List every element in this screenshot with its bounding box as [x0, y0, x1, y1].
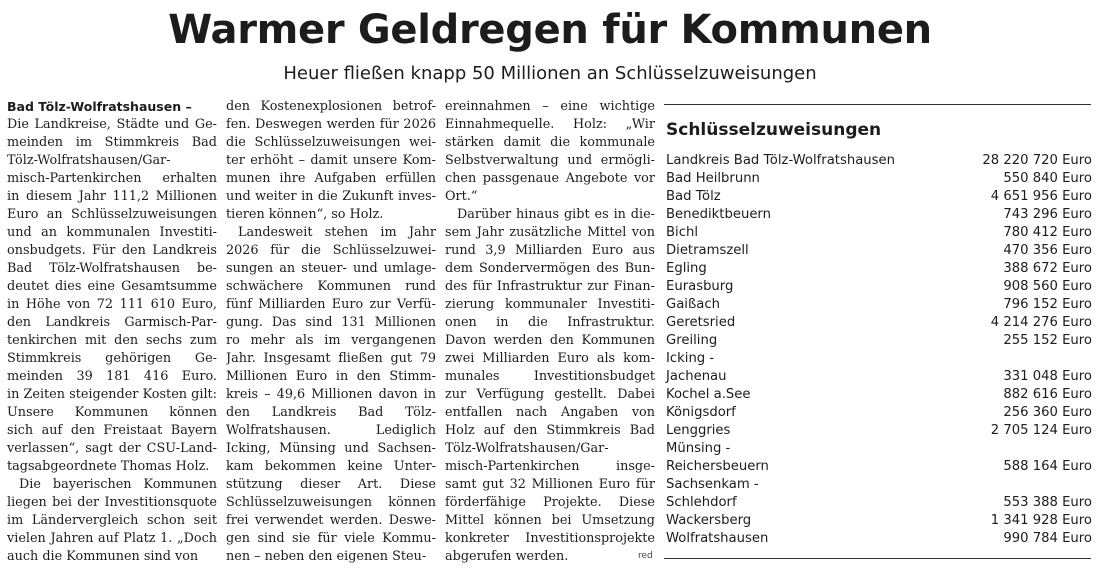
municipality-name: Königsdorf [666, 405, 736, 420]
box-top-rule [664, 104, 1091, 105]
municipality-name: Eurasburg [666, 279, 734, 294]
article-line: meinden im Stimmkreis Bad [7, 135, 217, 150]
article-line: tieren können“, so Holz. [226, 207, 384, 222]
article-line: in Zeiten steigender Kosten gilt: [7, 387, 217, 402]
allocation-amount: 588 164 Euro [1003, 459, 1092, 474]
table-row [666, 224, 1092, 242]
article-line: Euro an Schlüsselzuweisungen [7, 207, 217, 222]
article-line: stützung dieser Art. Diese [226, 477, 436, 492]
allocation-amount: 550 840 Euro [1003, 171, 1092, 186]
article-line: Ort.“ [445, 189, 478, 204]
municipality-name: Bad Tölz [666, 189, 721, 204]
table-row [666, 260, 1092, 278]
table-row [666, 512, 1092, 530]
table-row [666, 476, 1092, 494]
article-line: liegen bei der Investitionsquote [7, 495, 217, 510]
article-line: onen in die Infrastruktur. [445, 315, 655, 330]
municipality-name: Kochel a.See [666, 387, 751, 402]
article-column-3 [445, 98, 655, 566]
allocation-amount: 4 214 276 Euro [990, 315, 1092, 330]
allocation-amount: 4 651 956 Euro [990, 189, 1092, 204]
subheadline: Heuer fließen knapp 50 Millionen an Schlüsselzuweisungen [283, 63, 817, 84]
article-line: fen. Deswegen werden für 2026 [226, 117, 436, 132]
article-line: gen sind sie für viele Kommu- [226, 531, 436, 546]
article-line: sich auf den Freistaat Bayern [7, 423, 217, 438]
table-row [666, 404, 1092, 422]
article-line: verlassen“, sagt der CSU-Land- [7, 441, 217, 456]
article-line: chen passgenaue Angebote vor [445, 171, 655, 186]
article-line: dem Sondervermögen des Bun- [445, 261, 655, 276]
article-line: 2026 für die Schlüsselzuwei- [226, 243, 436, 258]
allocation-amount: 796 152 Euro [1003, 297, 1092, 312]
allocation-amount: 331 048 Euro [1003, 369, 1092, 384]
municipality-name: Bichl [666, 225, 698, 240]
table-row [666, 152, 1092, 170]
article-line: sungen an steuer- und umlage- [226, 261, 436, 276]
municipality-name: Gaißach [666, 297, 720, 312]
allocation-amount: 882 616 Euro [1003, 387, 1092, 402]
municipality-name: Dietramszell [666, 243, 749, 258]
article-line: kam bekommen keine Unter- [226, 459, 436, 474]
article-line: gung. Das sind 131 Millionen [226, 315, 436, 330]
table-row [666, 188, 1092, 206]
municipality-name: Lenggries [666, 423, 731, 438]
article-line: fünf Milliarden Euro zur Verfü- [226, 297, 436, 312]
article-line: munen ihre Aufgaben erfüllen [226, 171, 436, 186]
article-line: zur Verfügung gestellt. Dabei [445, 387, 655, 402]
allocation-amount: 553 388 Euro [1003, 495, 1092, 510]
article-line: Stimmkreis gehörigen Ge- [7, 351, 217, 366]
article-line: ereinnahmen – eine wichtige [445, 99, 655, 114]
table-row [666, 332, 1092, 350]
article-line: Icking, Münsing und Sachsen- [226, 441, 436, 456]
allocation-amount: 255 152 Euro [1003, 333, 1092, 348]
article-line: im Ländervergleich schon seit [7, 513, 217, 528]
article-line: Bad Tölz-Wolfratshausen be- [7, 261, 217, 276]
article-line: schwächere Kommunen rund [226, 279, 436, 294]
article-line: Unsere Kommunen können [7, 405, 217, 420]
allocation-amount: 780 412 Euro [1003, 225, 1092, 240]
municipality-name: Jachenau [666, 369, 727, 384]
article-line: auch die Kommunen sind von [7, 549, 199, 564]
article-line: und an kommunalen Investiti- [7, 225, 217, 240]
article-line: den Landkreis Bad Tölz- [226, 405, 436, 420]
article-line: Die bayerischen Kommunen [19, 477, 217, 492]
table-row [666, 386, 1092, 404]
article-line: deutet dies eine Gesamtsumme [7, 279, 217, 294]
article-line: frei verwendet werden. Deswe- [226, 513, 436, 528]
allocation-amount: 28 220 720 Euro [982, 153, 1092, 168]
allocation-amount: 470 356 Euro [1003, 243, 1092, 258]
article-line: stärken damit die kommunale [445, 135, 655, 150]
article-line: zwei Milliarden Euro als kom- [445, 351, 655, 366]
article-line: und weiter in die Zukunft inves- [226, 189, 436, 204]
article-line: munales Investitionsbudget [445, 369, 655, 384]
article-line: Landesweit stehen im Jahr [238, 225, 436, 240]
allocation-amount: 256 360 Euro [1003, 405, 1092, 420]
allocation-amount: 908 560 Euro [1003, 279, 1092, 294]
article-line: Darüber hinaus gibt es in die- [457, 207, 655, 222]
municipality-name: Sachsenkam - [666, 477, 759, 492]
article-line: kreis – 49,6 Millionen davon in [226, 387, 436, 402]
article-line: Schlüsselzuweisungen können [226, 495, 436, 510]
allocation-table [666, 152, 1092, 548]
municipality-name: Landkreis Bad Tölz-Wolfratshausen [666, 153, 895, 168]
article-column-1 [7, 98, 217, 566]
box-title: Schlüsselzuweisungen [666, 120, 882, 140]
municipality-name: Reichersbeuern [666, 459, 769, 474]
article-line: in diesem Jahr 111,2 Millionen [7, 189, 217, 204]
table-row [666, 440, 1092, 458]
municipality-name: Münsing - [666, 441, 731, 456]
article-line: Davon werden den Kommunen [445, 333, 655, 348]
article-line: Die Landkreise, Städte und Ge- [7, 117, 217, 132]
table-row [666, 278, 1092, 296]
box-bottom-rule [664, 558, 1091, 559]
article-line: Selbstverwaltung und ermögli- [445, 153, 655, 168]
article-line: förderfähige Projekte. Diese [445, 495, 655, 510]
article-line: Millionen Euro in den Stimm- [226, 369, 436, 384]
table-row [666, 530, 1092, 548]
article-line: Tölz-Wolfratshausen/Gar- [7, 153, 171, 168]
table-row [666, 314, 1092, 332]
article-line: Tölz-Wolfratshausen/Gar- [445, 441, 609, 456]
allocation-amount: 388 672 Euro [1003, 261, 1092, 276]
article-line: misch-Partenkirchen erhalten [7, 171, 217, 186]
article-line: misch-Partenkirchen insge- [445, 459, 655, 474]
table-row [666, 170, 1092, 188]
article-column-2 [226, 98, 436, 566]
article-line: meinden 39 181 416 Euro. [7, 369, 217, 384]
municipality-name: Wackersberg [666, 513, 752, 528]
table-row [666, 206, 1092, 224]
article-line: in Höhe von 72 111 610 Euro, [7, 297, 217, 312]
article-line: des für Infrastruktur zur Finan- [445, 279, 655, 294]
municipality-name: Icking - [666, 351, 715, 366]
municipality-name: Greiling [666, 333, 718, 348]
allocation-amount: 2 705 124 Euro [990, 423, 1092, 438]
municipality-name: Benediktbeuern [666, 207, 771, 222]
article-column-1-lines [7, 116, 217, 566]
article-line: ter erhöht – damit unsere Kom- [226, 153, 436, 168]
article-line: sem Jahr zusätzliche Mittel von [445, 225, 655, 240]
article-line: Wolfratshausen. Lediglich [226, 423, 436, 438]
table-row [666, 242, 1092, 260]
article-line: den Landkreis Garmisch-Par- [7, 315, 217, 330]
article-line: samt gut 32 Millionen Euro für [445, 477, 655, 492]
article-line: tagsabgeordnete Thomas Holz. [7, 459, 210, 474]
author-tag: red [638, 551, 653, 561]
article-line: nen – neben den eigenen Steu- [226, 549, 427, 564]
article-line: rund 3,9 Milliarden Euro aus [445, 243, 655, 258]
municipality-name: Schlehdorf [666, 495, 737, 510]
municipality-name: Wolfratshausen [666, 531, 769, 546]
article-dateline: Bad Tölz-Wolfratshausen – [7, 99, 192, 114]
table-row [666, 368, 1092, 386]
article-line: entfallen nach Angaben von [445, 405, 655, 420]
article-line: Holz auf den Stimmkreis Bad [445, 423, 655, 438]
allocation-amount: 743 296 Euro [1003, 207, 1092, 222]
municipality-name: Egling [666, 261, 707, 276]
municipality-name: Geretsried [666, 315, 736, 330]
article-line: Mittel können bei Umsetzung [445, 513, 655, 528]
municipality-name: Bad Heilbrunn [666, 171, 760, 186]
headline: Warmer Geldregen für Kommunen [168, 7, 932, 53]
article-line: tenkirchen mit den sechs zum [7, 333, 217, 348]
article-line: die Schlüsselzuweisungen wei- [226, 135, 436, 150]
allocation-amount: 990 784 Euro [1003, 531, 1092, 546]
table-row [666, 458, 1092, 476]
article-line: Jahr. Insgesamt fließen gut 79 [226, 351, 436, 366]
article-line: ro mehr als im vergangenen [226, 333, 436, 348]
article-line: konkreter Investitionsprojekte [445, 531, 655, 546]
article-line: abgerufen werden. [445, 549, 569, 564]
table-row [666, 422, 1092, 440]
allocation-amount: 1 341 928 Euro [990, 513, 1092, 528]
article-line: den Kostenexplosionen betrof- [226, 99, 436, 114]
table-row [666, 494, 1092, 512]
article-line: onsbudgets. Für den Landkreis [7, 243, 217, 258]
article-line: Einnahmequelle. Holz: „Wir [445, 117, 655, 132]
table-row [666, 296, 1092, 314]
article-line: vielen Jahren auf Platz 1. „Doch [7, 531, 217, 546]
article-line: zierung kommunaler Investiti- [445, 297, 655, 312]
table-row [666, 350, 1092, 368]
